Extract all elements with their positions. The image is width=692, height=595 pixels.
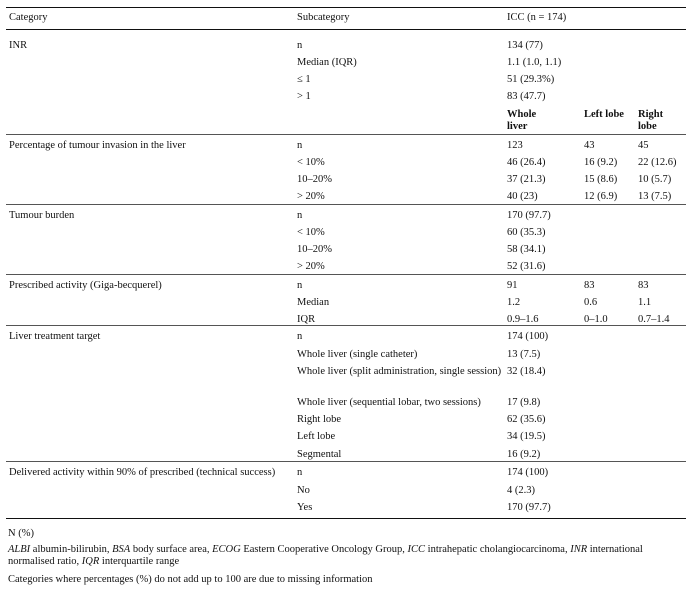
row-subcategory: n [297,40,303,51]
row-value-1: 37 (21.3) [507,174,546,185]
row-value-2: 15 (8.6) [584,174,618,185]
row-category: Percentage of tumour invasion in the liver [9,140,186,151]
row-subcategory: > 20% [297,261,325,272]
row-subcategory: > 1 [297,91,311,102]
abbrev-term: INR [570,544,588,555]
footnote-abbreviations [8,544,684,568]
row-value-1: 16 (9.2) [507,449,541,460]
row-value-1: 34 (19.5) [507,431,546,442]
abbrev-term: ECOG [212,544,241,555]
row-category: Delivered activity within 90% of prescribed (technical success) [9,467,276,478]
row-value-3: 0.7–1.4 [638,314,670,325]
row-value-2: 0–1.0 [584,314,608,325]
row-value-1: 51 (29.3%) [507,74,555,85]
abbrev-definition: body surface area, [130,544,213,555]
row-subcategory: Whole liver (single catheter) [297,349,418,360]
row-value-1: 123 [507,140,523,151]
category-rule [6,274,686,275]
row-value-1: 13 (7.5) [507,349,541,360]
row-subcategory: Whole liver (split administration, single session) [297,366,502,377]
row-value-1: 46 (26.4) [507,157,546,168]
row-value-3: Right lobe [638,109,664,132]
row-value-1: 40 (23) [507,191,538,202]
row-subcategory: 10–20% [297,174,332,185]
row-subcategory: > 20% [297,191,325,202]
abbrev-term: ICC [407,544,426,555]
row-subcategory: < 10% [297,227,325,238]
row-value-3: 45 [638,140,649,151]
row-category: INR [9,40,28,51]
row-value-3: 83 [638,280,649,291]
row-value-2: 0.6 [584,297,598,308]
header-icc: ICC (n = 174) [507,12,567,23]
row-value-1: 1.2 [507,297,521,308]
row-subcategory: n [297,331,303,342]
abbrev-term: BSA [112,544,131,555]
row-value-1: 170 (97.7) [507,502,551,513]
row-category: Liver treatment target [9,331,101,342]
abbrev-definition: Eastern Cooperative Oncology Group, [240,544,408,555]
row-value-2: 16 (9.2) [584,157,618,168]
abbrev-definition: intrahepatic cholangiocarcinoma, [425,544,571,555]
bottom-rule [6,518,686,519]
row-subcategory: No [297,485,310,496]
row-value-3: 1.1 [638,297,652,308]
row-value-3: 22 (12.6) [638,157,677,168]
row-value-3: 13 (7.5) [638,191,672,202]
category-rule [6,204,686,205]
abbrev-definition: interquartile range [99,556,180,567]
row-value-1: 91 [507,280,518,291]
row-subcategory: ≤ 1 [297,74,311,85]
abbrev-definition: international normalised ratio, [8,544,646,567]
row-value-1: 52 (31.6) [507,261,546,272]
row-subcategory: Whole liver (sequential lobar, two sessions) [297,397,481,408]
category-rule [6,461,686,462]
row-subcategory: Left lobe [297,431,336,442]
row-value-2: 12 (6.9) [584,191,618,202]
row-value-1: 134 (77) [507,40,543,51]
row-value-2: 43 [584,140,595,151]
row-subcategory: Right lobe [297,414,342,425]
row-value-1: Whole liver [507,109,537,132]
row-value-1: 58 (34.1) [507,244,546,255]
row-subcategory: Segmental [297,449,342,460]
header-rule [6,29,686,30]
row-subcategory: n [297,210,303,221]
category-rule [6,325,686,326]
row-subcategory: n [297,280,303,291]
row-subcategory: 10–20% [297,244,332,255]
row-value-1: 174 (100) [507,331,549,342]
row-subcategory: n [297,140,303,151]
row-subcategory: Median (IQR) [297,57,357,68]
row-value-1: 170 (97.7) [507,210,551,221]
abbrev-definition: albumin-bilirubin, [30,544,113,555]
header-category: Category [9,12,48,23]
row-category: Tumour burden [9,210,75,221]
row-value-1: 4 (2.3) [507,485,535,496]
row-subcategory: n [297,467,303,478]
row-subcategory: IQR [297,314,316,325]
row-value-3: 10 (5.7) [638,174,672,185]
row-category: Prescribed activity (Giga-becquerel) [9,280,162,291]
row-value-1: 1.1 (1.0, 1.1) [507,57,562,68]
row-subcategory: Median [297,297,330,308]
footnote-n-pct: N (%) [8,528,34,539]
row-value-1: 17 (9.8) [507,397,541,408]
abbrev-term: IQR [81,556,100,567]
top-rule [6,7,686,8]
row-value-1: 174 (100) [507,467,549,478]
row-value-2: 83 [584,280,595,291]
row-value-1: 0.9–1.6 [507,314,539,325]
row-value-1: 32 (18.4) [507,366,546,377]
footnote-missing-info: Categories where percentages (%) do not add up to 100 are due to missing information [8,574,373,585]
row-value-2: Left lobe [584,109,624,120]
row-value-1: 83 (47.7) [507,91,546,102]
row-value-1: 62 (35.6) [507,414,546,425]
row-subcategory: < 10% [297,157,325,168]
header-subcategory: Subcategory [297,12,350,23]
category-rule [6,134,686,135]
row-subcategory: Yes [297,502,313,513]
abbrev-term: ALBI [8,544,31,555]
row-value-1: 60 (35.3) [507,227,546,238]
